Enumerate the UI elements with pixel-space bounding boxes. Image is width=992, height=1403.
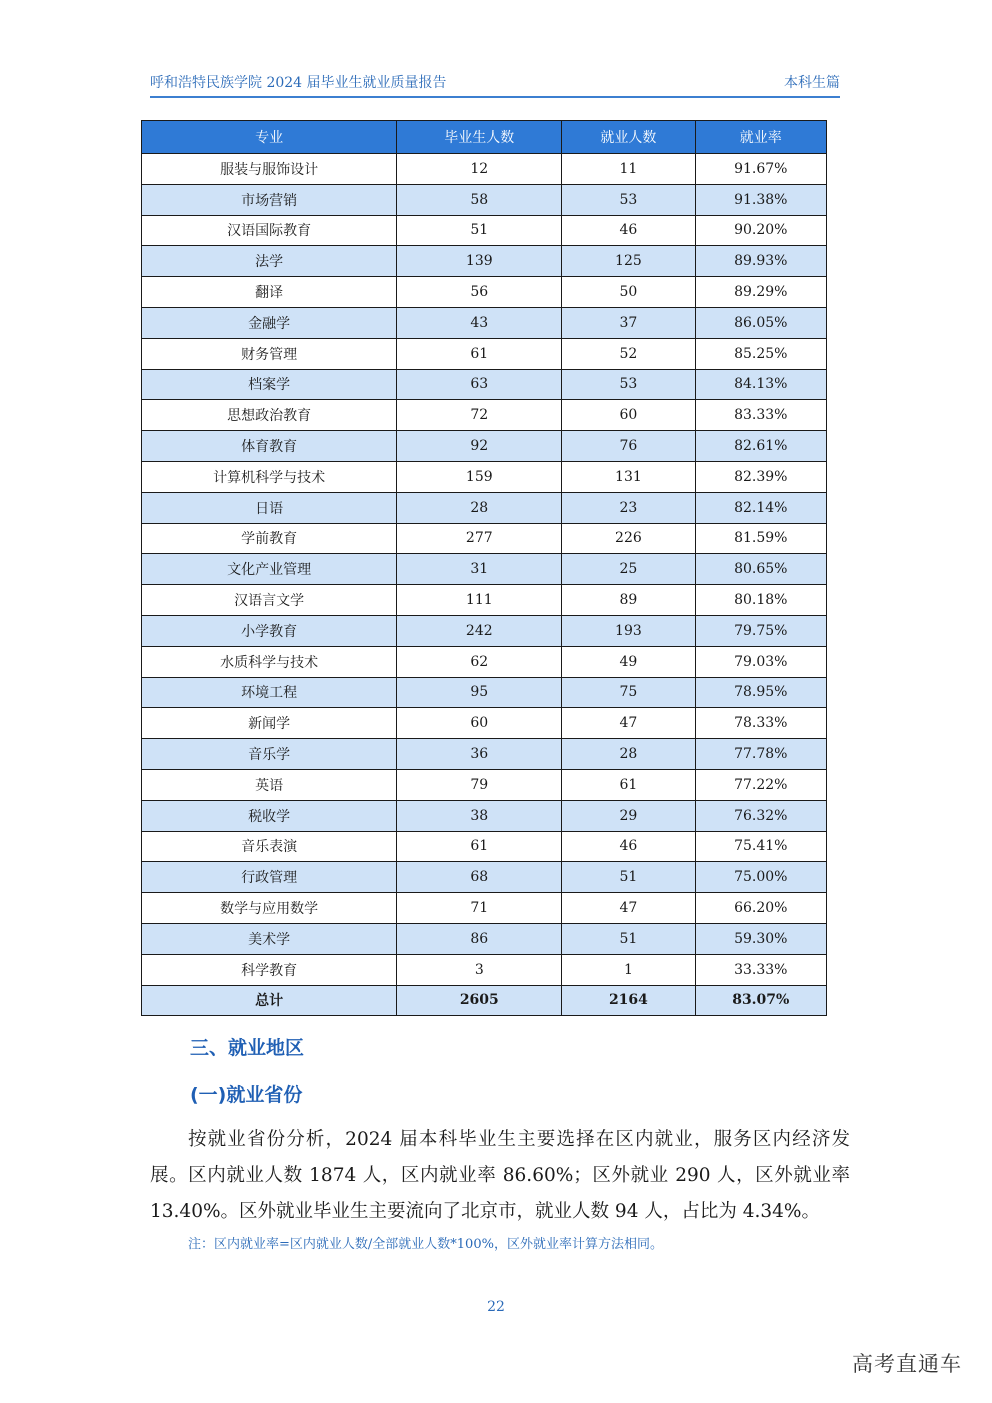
cell-employed: 25 [562,554,695,585]
cell-employed: 49 [562,646,695,677]
footnote: 注：区内就业率=区内就业人数/全部就业人数*100%，区外就业率计算方法相同。 [188,1237,663,1252]
cell-employed: 61 [562,769,695,800]
cell-rate: 78.95% [695,677,826,708]
cell-graduates: 242 [397,615,562,646]
cell-rate: 33.33% [695,954,826,985]
table-row [142,585,827,616]
cell-major: 服装与服饰设计 [142,154,397,185]
cell-graduates: 79 [397,769,562,800]
table-row [142,739,827,770]
table-row [142,400,827,431]
cell-employed: 51 [562,862,695,893]
table-row [142,492,827,523]
cell-total-label: 总计 [142,985,397,1016]
cell-graduates: 68 [397,862,562,893]
cell-rate: 77.22% [695,769,826,800]
table-row [142,307,827,338]
page-number: 22 [487,1299,505,1315]
section-heading: 三、就业地区 [190,1037,305,1059]
cell-total-employed: 2164 [562,985,695,1016]
cell-total-rate: 83.07% [695,985,826,1016]
cell-graduates: 56 [397,277,562,308]
cell-graduates: 28 [397,492,562,523]
table-row [142,461,827,492]
cell-graduates: 36 [397,739,562,770]
cell-major: 小学教育 [142,615,397,646]
table-row [142,923,827,954]
cell-major: 数学与应用数学 [142,893,397,924]
cell-major: 行政管理 [142,862,397,893]
table-row [142,769,827,800]
table-row [142,554,827,585]
cell-rate: 84.13% [695,369,826,400]
cell-major: 市场营销 [142,184,397,215]
table-row [142,800,827,831]
cell-major: 财务管理 [142,338,397,369]
cell-employed: 47 [562,708,695,739]
cell-graduates: 3 [397,954,562,985]
cell-major: 音乐表演 [142,831,397,862]
cell-rate: 80.18% [695,585,826,616]
cell-rate: 79.75% [695,615,826,646]
cell-rate: 80.65% [695,554,826,585]
cell-rate: 89.93% [695,246,826,277]
header-divider [150,96,840,98]
section-label: 本科生篇 [784,75,840,91]
cell-graduates: 95 [397,677,562,708]
employment-rate-table [141,120,827,1016]
cell-major: 水质科学与技术 [142,646,397,677]
cell-rate: 81.59% [695,523,826,554]
cell-employed: 53 [562,184,695,215]
cell-employed: 37 [562,307,695,338]
cell-rate: 75.41% [695,831,826,862]
cell-graduates: 12 [397,154,562,185]
cell-major: 档案学 [142,369,397,400]
cell-major: 环境工程 [142,677,397,708]
cell-employed: 28 [562,739,695,770]
cell-rate: 91.67% [695,154,826,185]
cell-graduates: 43 [397,307,562,338]
cell-major: 音乐学 [142,739,397,770]
cell-employed: 60 [562,400,695,431]
column-header-employed: 就业人数 [562,121,695,154]
cell-total-graduates: 2605 [397,985,562,1016]
cell-employed: 53 [562,369,695,400]
cell-graduates: 60 [397,708,562,739]
cell-major: 税收学 [142,800,397,831]
table-row [142,215,827,246]
cell-employed: 131 [562,461,695,492]
cell-employed: 89 [562,585,695,616]
cell-major: 计算机科学与技术 [142,461,397,492]
cell-rate: 79.03% [695,646,826,677]
page-header [150,70,840,94]
cell-rate: 82.61% [695,431,826,462]
cell-major: 科学教育 [142,954,397,985]
cell-employed: 11 [562,154,695,185]
table-row [142,862,827,893]
cell-major: 新闻学 [142,708,397,739]
table-row [142,523,827,554]
cell-graduates: 51 [397,215,562,246]
column-header-graduates: 毕业生人数 [397,121,562,154]
cell-employed: 226 [562,523,695,554]
cell-employed: 76 [562,431,695,462]
table-row [142,277,827,308]
cell-major: 汉语国际教育 [142,215,397,246]
cell-rate: 82.14% [695,492,826,523]
column-header-rate: 就业率 [695,121,826,154]
table-row [142,431,827,462]
cell-employed: 1 [562,954,695,985]
column-header-major: 专业 [142,121,397,154]
cell-employed: 193 [562,615,695,646]
table-total-row [142,985,827,1016]
cell-rate: 66.20% [695,893,826,924]
cell-employed: 29 [562,800,695,831]
cell-graduates: 71 [397,893,562,924]
cell-employed: 75 [562,677,695,708]
cell-rate: 83.33% [695,400,826,431]
cell-major: 金融学 [142,307,397,338]
cell-rate: 89.29% [695,277,826,308]
cell-rate: 82.39% [695,461,826,492]
cell-graduates: 111 [397,585,562,616]
table-row [142,893,827,924]
cell-graduates: 58 [397,184,562,215]
cell-graduates: 61 [397,831,562,862]
cell-graduates: 86 [397,923,562,954]
cell-graduates: 159 [397,461,562,492]
cell-employed: 23 [562,492,695,523]
cell-major: 英语 [142,769,397,800]
cell-employed: 47 [562,893,695,924]
cell-rate: 91.38% [695,184,826,215]
cell-major: 汉语言文学 [142,585,397,616]
cell-graduates: 139 [397,246,562,277]
cell-rate: 90.20% [695,215,826,246]
cell-major: 思想政治教育 [142,400,397,431]
cell-employed: 51 [562,923,695,954]
table-row [142,677,827,708]
cell-graduates: 277 [397,523,562,554]
cell-rate: 78.33% [695,708,826,739]
table-row [142,831,827,862]
table-row [142,184,827,215]
cell-major: 文化产业管理 [142,554,397,585]
cell-employed: 46 [562,215,695,246]
cell-major: 翻译 [142,277,397,308]
section-subheading: (一)就业省份 [190,1084,303,1106]
cell-major: 体育教育 [142,431,397,462]
report-title: 呼和浩特民族学院 2024 届毕业生就业质量报告 [150,75,447,91]
body-paragraph: 按就业省份分析，2024 届本科毕业生主要选择在区内就业，服务区内经济发展。区内就业人数 1874 人，区内就业率 86.60%；区外就业 290 人，区外就业率 13.40%。区外就业毕业生主要流向了北京市，就业人数 94 人，占比为 4.34%。 [150,1129,850,1222]
cell-rate: 77.78% [695,739,826,770]
cell-rate: 86.05% [695,307,826,338]
cell-rate: 85.25% [695,338,826,369]
table-header-row [142,121,827,154]
cell-graduates: 63 [397,369,562,400]
cell-employed: 46 [562,831,695,862]
table-row [142,338,827,369]
table-body [142,154,827,1016]
table-row [142,615,827,646]
cell-graduates: 62 [397,646,562,677]
cell-graduates: 31 [397,554,562,585]
table-row [142,708,827,739]
cell-rate: 76.32% [695,800,826,831]
table-row [142,369,827,400]
table-row [142,646,827,677]
cell-major: 法学 [142,246,397,277]
table-row [142,954,827,985]
cell-graduates: 92 [397,431,562,462]
cell-employed: 125 [562,246,695,277]
cell-graduates: 72 [397,400,562,431]
cell-major: 日语 [142,492,397,523]
cell-rate: 59.30% [695,923,826,954]
cell-employed: 52 [562,338,695,369]
cell-major: 学前教育 [142,523,397,554]
cell-employed: 50 [562,277,695,308]
cell-major: 美术学 [142,923,397,954]
cell-rate: 75.00% [695,862,826,893]
table-row [142,246,827,277]
table-row [142,154,827,185]
watermark-logo: 高考直通车 [852,1352,962,1376]
cell-graduates: 61 [397,338,562,369]
cell-graduates: 38 [397,800,562,831]
